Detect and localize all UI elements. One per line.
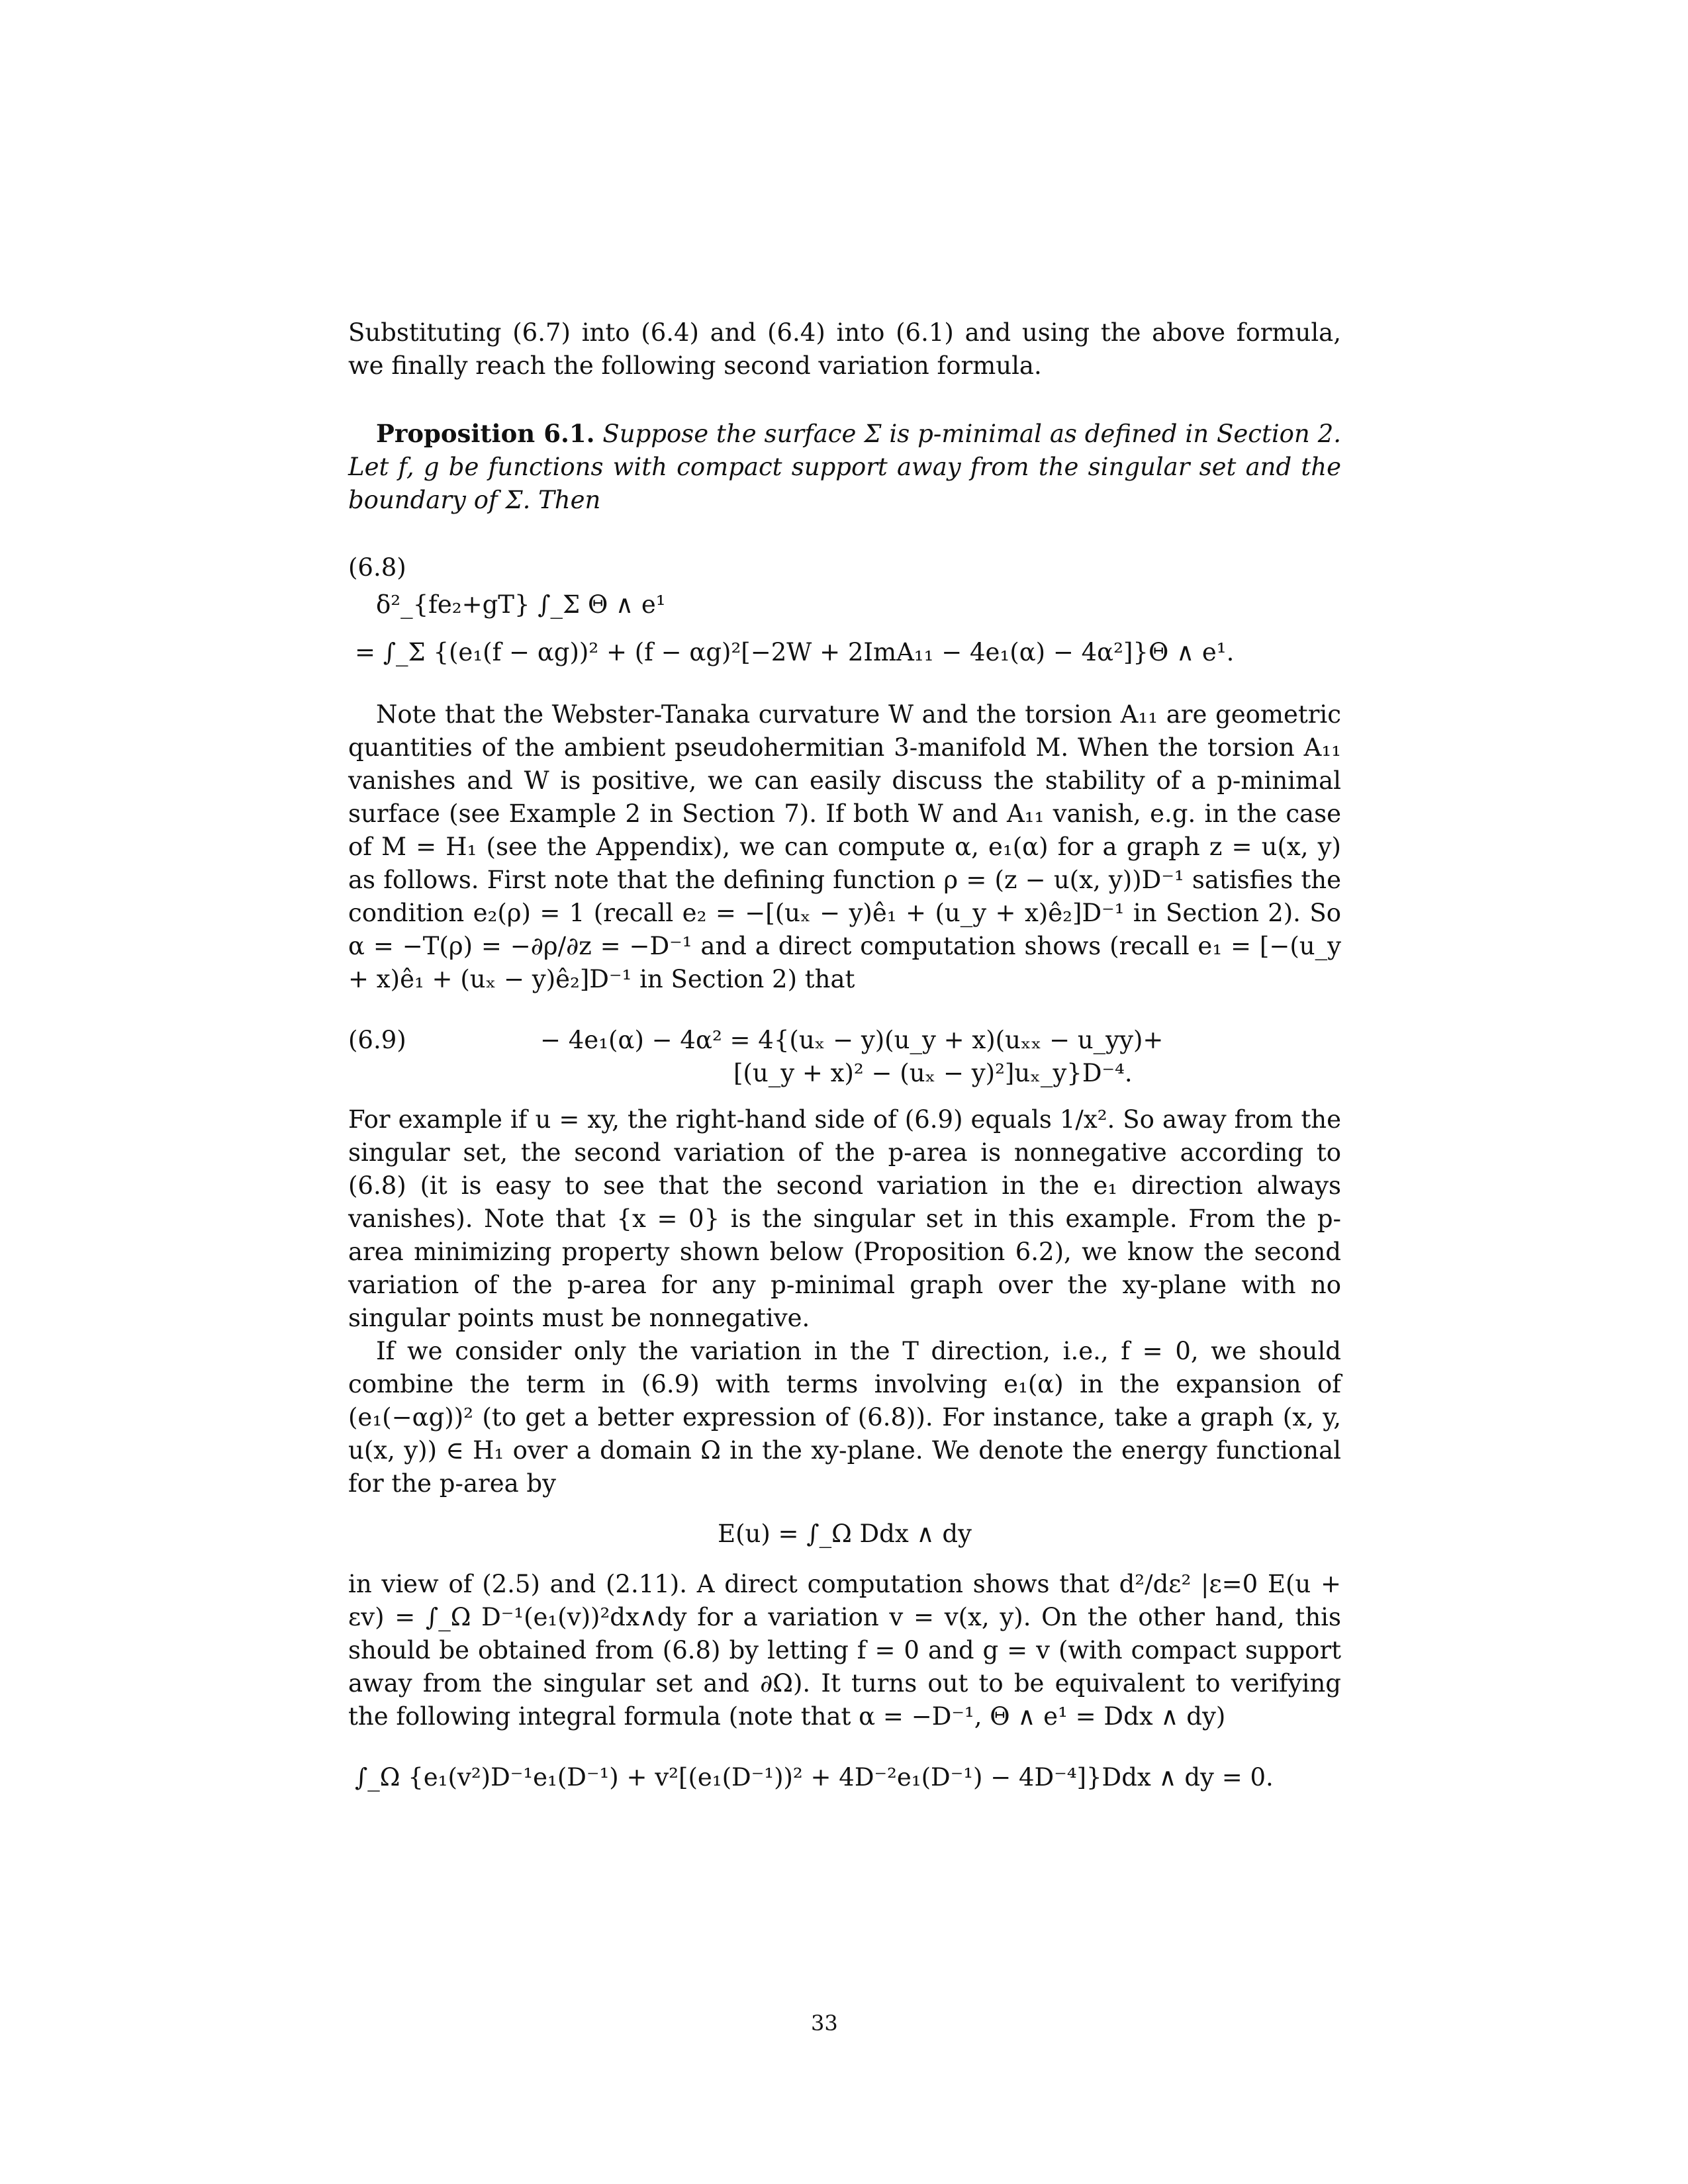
equation-6-8-line2: = ∫_Σ {(e₁(f − αg))² + (f − αg)²[−2W + 2ImA₁₁ − 4e₁(α) − 4α²]}Θ ∧ e¹. xyxy=(355,638,1235,666)
integral-formula-equation: ∫_Ω {e₁(v²)D⁻¹e₁(D⁻¹) + v²[(e₁(D⁻¹))² + 4D⁻²e₁(D⁻¹) − 4D⁻⁴]}Ddx ∧ dy = 0. xyxy=(355,1763,1274,1792)
equation-6-8-label: (6.8) xyxy=(348,553,406,582)
consider-paragraph: If we consider only the variation in the T direction, i.e., f = 0, we should combine the term in (6.9) with terms involving e₁(α) in the expansion of (e₁(−αg))² (to get a better expression of (6.8)). For instance, take a graph (x, y, u(x, y)) ∈ H₁ over a domain Ω in the xy-plane. We denote the energy functional for the p-area by xyxy=(348,1337,1341,1498)
note-paragraph: Note that the Webster-Tanaka curvature W and the torsion A₁₁ are geometric quantities of the ambient pseudohermitian 3-manifold M. When the torsion A₁₁ vanishes and W is positive, we can easily discuss the stability of a p-minimal surface (see Example 2 in Section 7). If both W and A₁₁ vanish, e.g. in the case of M = H₁ (see the Appendix), we can compute α, e₁(α) for a graph z = u(x, y) as follows. First note that the defining function ρ = (z − u(x, y))D⁻¹ satisfies the condition e₂(ρ) = 1 (recall e₂ = −[(uₓ − y)ê₁ + (u_y + x)ê₂]D⁻¹ in Section 2). So α = −T(ρ) = −∂ρ/∂z = −D⁻¹ and a direct computation shows (recall e₁ = [−(u_y + x)ê₁ + (uₓ − y)ê₂]D⁻¹ in Section 2) that xyxy=(348,700,1341,993)
example-paragraph: For example if u = xy, the right-hand side of (6.9) equals 1/x². So away from the singular set, the second variation of the p-area is nonnegative according to (6.8) (it is easy to see that the second variation in the e₁ direction always vanishes). Note that {x = 0} is the singular set in this example. From the p-area minimizing property shown below (Proposition 6.2), we know the second variation of the p-area for any p-minimal graph over the xy-plane with no singular points must be nonnegative. xyxy=(348,1105,1341,1332)
equation-6-9-line1: − 4e₁(α) − 4α² = 4{(uₓ − y)(u_y + x)(uₓₓ − u_yy)+ xyxy=(540,1026,1164,1054)
equation-6-9-line2: [(u_y + x)² − (uₓ − y)²]uₓ_y}D⁻⁴. xyxy=(733,1059,1133,1087)
proposition-text: Suppose the surface Σ is p-minimal as defined in Section 2. Let f, g be functions with compact support away from the singular set and the boundary of Σ. Then xyxy=(348,420,1341,514)
paper-page xyxy=(348,316,1341,1794)
equation-6-8-line1: δ²_{fe₂+gT} ∫_Σ Θ ∧ e¹ xyxy=(376,590,666,619)
equation-6-9 xyxy=(348,1024,1341,1090)
proposition-6-1 xyxy=(348,417,1341,517)
page-number: 33 xyxy=(811,2011,838,2036)
view-paragraph: in view of (2.5) and (2.11). A direct computation shows that d²/dε² |ε=0 E(u + εv) = ∫_Ω D⁻¹(e₁(v))²dx∧dy for a variation v = v(x, y). On the other hand, this should be obtained from (6.8) by letting f = 0 and g = v (with compact support away from the singular set and ∂Ω). It turns out to be equivalent to verifying the following integral formula (note that α = −D⁻¹, Θ ∧ e¹ = Ddx ∧ dy) xyxy=(348,1570,1341,1731)
equation-6-9-label: (6.9) xyxy=(348,1026,406,1054)
proposition-label: Proposition 6.1. xyxy=(376,419,595,448)
energy-functional-equation: E(u) = ∫_Ω Ddx ∧ dy xyxy=(718,1520,972,1548)
intro-paragraph: Substituting (6.7) into (6.4) and (6.4) into (6.1) and using the above formula, we finally reach the following second variation formula. xyxy=(348,318,1341,380)
